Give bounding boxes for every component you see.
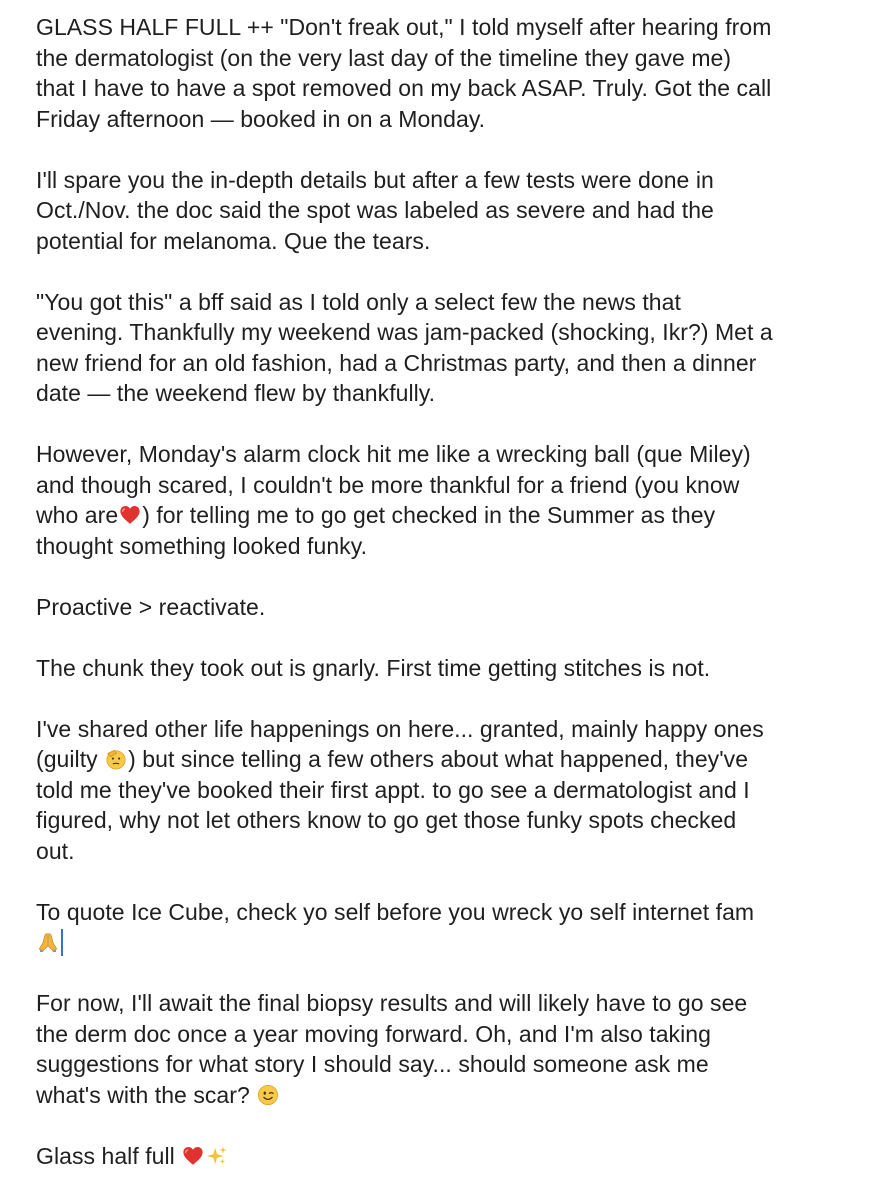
text-line: suggestions for what story I should say... should someone ask me <box>36 1051 709 1077</box>
paragraph-6 <box>36 653 836 684</box>
text-line <box>36 1141 836 1172</box>
paragraph-3 <box>36 287 836 409</box>
text-fragment: ) but since telling a few others about what happened, they've <box>128 746 749 772</box>
text-line: GLASS HALF FULL ++ "Don't freak out," I told myself after hearing from <box>36 14 772 40</box>
text-line: told me they've booked their first appt. to go see a dermatologist and I <box>36 776 750 803</box>
text-line: The chunk they took out is gnarly. First time getting stitches is not. <box>36 654 711 681</box>
text-line: Proactive > reactivate. <box>36 593 266 620</box>
folded-hands-emoji-icon <box>37 931 59 953</box>
text-line: evening. Thankfully my weekend was jam-packed (shocking, Ikr?) Met a <box>36 319 773 345</box>
paragraph-9 <box>36 988 836 1110</box>
text-line: For now, I'll await the final biopsy results and will likely have to go see <box>36 990 748 1016</box>
text-line <box>36 744 836 775</box>
text-fragment: (guilty <box>36 746 105 772</box>
text-fragment: who are <box>36 502 119 528</box>
text-fragment: what's with the scar? <box>36 1081 257 1108</box>
text-line: Oct./Nov. the doc said the spot was labeled as severe and had the <box>36 197 714 223</box>
text-line: Friday afternoon — booked in on a Monday. <box>36 105 486 132</box>
text-line: the dermatologist (on the very last day of the timeline they gave me) <box>36 44 732 71</box>
text-line: I've shared other life happenings on here... granted, mainly happy ones <box>36 715 764 742</box>
text-line <box>36 927 836 958</box>
saluting-face-emoji-icon <box>105 748 127 770</box>
text-fragment: Glass half full <box>36 1142 182 1169</box>
text-line: the derm doc once a year moving forward. Oh, and I'm also taking <box>36 1020 711 1047</box>
paragraph-5 <box>36 592 836 623</box>
paragraph-7 <box>36 714 836 867</box>
paragraph-10 <box>36 1141 836 1172</box>
note-body[interactable] <box>36 12 836 1171</box>
paragraph-2 <box>36 165 836 257</box>
text-line: thought something looked funky. <box>36 532 368 559</box>
paragraph-4 <box>36 439 836 561</box>
text-line: out. <box>36 837 75 864</box>
sparkles-emoji-icon <box>206 1145 228 1167</box>
text-line: I'll spare you the in-depth details but after a few tests were done in <box>36 166 714 193</box>
text-line: that I have to have a spot removed on my back ASAP. Truly. Got the call <box>36 75 772 101</box>
text-line: date — the weekend flew by thankfully. <box>36 380 436 406</box>
text-line: and though scared, I couldn't be more thankful for a friend (you know <box>36 471 740 498</box>
text-line: potential for melanoma. Que the tears. <box>36 227 431 254</box>
text-line: To quote Ice Cube, check yo self before you wreck yo self internet fam <box>36 898 755 925</box>
red-heart-emoji-icon <box>182 1145 204 1167</box>
text-cursor <box>61 929 63 956</box>
text-line <box>36 1080 836 1111</box>
winking-face-emoji-icon <box>257 1084 279 1106</box>
text-line <box>36 500 836 531</box>
text-line: "You got this" a bff said as I told only a select few the news that <box>36 288 681 315</box>
paragraph-8 <box>36 897 836 958</box>
paragraph-1 <box>36 12 836 134</box>
text-line: However, Monday's alarm clock hit me like a wrecking ball (que Miley) <box>36 441 751 467</box>
text-line: figured, why not let others know to go get those funky spots checked <box>36 807 737 833</box>
red-heart-emoji-icon <box>119 504 141 526</box>
text-line: new friend for an old fashion, had a Christmas party, and then a dinner <box>36 349 757 376</box>
text-fragment: ) for telling me to go get checked in the Summer as they <box>142 502 716 528</box>
